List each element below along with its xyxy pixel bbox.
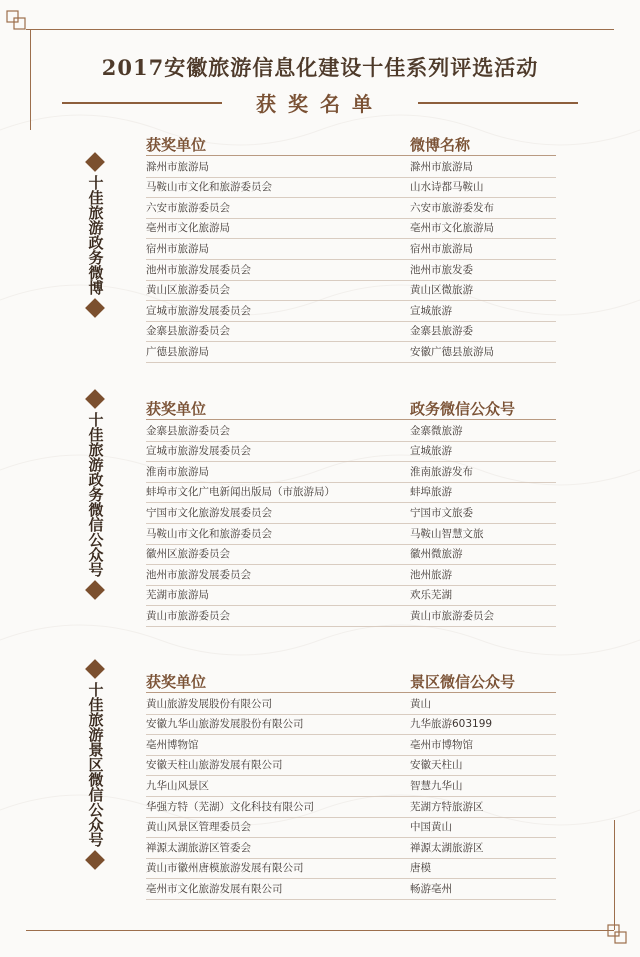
award-unit: 华强方特（芜湖）文化科技有限公司 [146, 800, 314, 813]
account-name: 芜湖方特旅游区 [410, 800, 484, 813]
section-side-label-1 [82, 155, 108, 315]
table-row [146, 218, 556, 240]
award-unit: 淮南市旅游局 [146, 465, 209, 478]
table-row [146, 321, 556, 343]
table-row [146, 817, 556, 839]
account-name: 黄山市旅游委员会 [410, 609, 494, 622]
award-unit: 亳州市文化旅游发展有限公司 [146, 882, 283, 895]
table-row [146, 280, 556, 302]
award-unit: 宣城市旅游发展委员会 [146, 304, 251, 317]
account-name: 宿州市旅游局 [410, 242, 473, 255]
award-unit: 宁国市文化旅游发展委员会 [146, 506, 272, 519]
award-unit: 滁州市旅游局 [146, 160, 209, 173]
account-name: 亳州市博物馆 [410, 738, 473, 751]
account-name: 九华旅游603199 [410, 718, 493, 731]
award-unit: 金寨县旅游委员会 [146, 424, 230, 437]
account-name: 亳州市文化旅游局 [410, 222, 494, 235]
column-header-unit: 获奖单位 [146, 400, 207, 418]
frame-bottom-line [26, 930, 614, 931]
table-row [146, 177, 556, 199]
account-name: 宣城旅游 [410, 304, 452, 317]
award-unit: 芜湖市旅游局 [146, 589, 209, 602]
diamond-icon [85, 659, 105, 679]
award-unit: 黄山区旅游委员会 [146, 284, 230, 297]
table-row [146, 238, 556, 260]
award-unit: 池州市旅游发展委员会 [146, 263, 251, 276]
table-row [146, 156, 556, 178]
account-name: 智慧九华山 [410, 779, 463, 792]
diamond-icon [85, 389, 105, 409]
table-row [146, 259, 556, 281]
table-row [146, 502, 556, 524]
award-unit: 池州市旅游发展委员会 [146, 568, 251, 581]
account-name: 宣城旅游 [410, 445, 452, 458]
award-unit: 金寨县旅游委员会 [146, 325, 230, 338]
table-row [146, 714, 556, 736]
award-unit: 宿州市旅游局 [146, 242, 209, 255]
award-unit: 马鞍山市文化和旅游委员会 [146, 181, 272, 194]
account-name: 唐模 [410, 862, 431, 875]
award-unit: 徽州区旅游委员会 [146, 548, 230, 561]
column-header-account: 政务微信公众号 [410, 400, 516, 418]
table-row [146, 300, 556, 322]
corner-ornament-bottom-right [607, 924, 633, 950]
award-unit: 六安市旅游委员会 [146, 201, 230, 214]
account-name: 欢乐芜湖 [410, 589, 452, 602]
account-name: 池州旅游 [410, 568, 452, 581]
account-name: 黄山 [410, 697, 431, 710]
table-row [146, 585, 556, 607]
section-side-label-3 [82, 662, 108, 867]
award-unit: 黄山旅游发展股份有限公司 [146, 697, 272, 710]
table-row [146, 441, 556, 463]
section-title: 十佳旅游景区微信公众号 [86, 682, 105, 847]
account-name: 禅源太湖旅游区 [410, 841, 484, 854]
corner-ornament-top-left [6, 10, 32, 36]
table-row [146, 605, 556, 627]
table-row [146, 837, 556, 859]
subtitle-line-right [418, 102, 578, 104]
column-header-unit: 获奖单位 [146, 136, 207, 154]
table-row [146, 878, 556, 900]
table-row [146, 420, 556, 442]
account-name: 滁州市旅游局 [410, 160, 473, 173]
table-row [146, 564, 556, 586]
table-row [146, 341, 556, 363]
frame-top-line [26, 29, 614, 30]
table-row [146, 755, 556, 777]
award-unit: 安徽九华山旅游发展股份有限公司 [146, 718, 304, 731]
section-side-label-2 [82, 392, 108, 597]
award-unit: 马鞍山市文化和旅游委员会 [146, 527, 272, 540]
diamond-icon [85, 850, 105, 870]
account-name: 金寨县旅游委 [410, 325, 473, 338]
account-name: 安徽广德县旅游局 [410, 345, 494, 358]
diamond-icon [85, 580, 105, 600]
account-name: 池州市旅发委 [410, 263, 473, 276]
diamond-icon [85, 152, 105, 172]
award-unit: 黄山市旅游委员会 [146, 609, 230, 622]
table-row [146, 796, 556, 818]
table-row [146, 523, 556, 545]
table-row [146, 693, 556, 715]
table-row [146, 858, 556, 880]
table-row [146, 775, 556, 797]
award-unit: 九华山风景区 [146, 779, 209, 792]
account-name: 淮南旅游发布 [410, 465, 473, 478]
column-header-account: 微博名称 [410, 136, 471, 154]
award-unit: 黄山风景区管理委员会 [146, 821, 251, 834]
page-title: 2017安徽旅游信息化建设十佳系列评选活动 [101, 55, 539, 80]
column-header-unit: 获奖单位 [146, 673, 207, 691]
section-title: 十佳旅游政务微博 [86, 175, 105, 295]
account-name: 安徽天柱山 [410, 759, 463, 772]
award-unit: 宣城市旅游发展委员会 [146, 445, 251, 458]
award-unit: 安徽天柱山旅游发展有限公司 [146, 759, 283, 772]
table-row [146, 482, 556, 504]
award-unit: 广德县旅游局 [146, 345, 209, 358]
account-name: 蚌埠旅游 [410, 486, 452, 499]
award-unit: 黄山市徽州唐模旅游发展有限公司 [146, 862, 304, 875]
account-name: 畅游亳州 [410, 882, 452, 895]
account-name: 金寨微旅游 [410, 424, 463, 437]
award-unit: 禅源太湖旅游区管委会 [146, 841, 251, 854]
award-unit: 蚌埠市文化广电新闻出版局（市旅游局） [146, 486, 335, 499]
table-row [146, 197, 556, 219]
table-row [146, 544, 556, 566]
section-title: 十佳旅游政务微信公众号 [86, 412, 105, 577]
award-unit: 亳州市文化旅游局 [146, 222, 230, 235]
table-row [146, 461, 556, 483]
table-row [146, 734, 556, 756]
account-name: 徽州微旅游 [410, 548, 463, 561]
account-name: 宁国市文旅委 [410, 506, 473, 519]
account-name: 中国黄山 [410, 821, 452, 834]
account-name: 六安市旅游委发布 [410, 201, 494, 214]
account-name: 马鞍山智慧文旅 [410, 527, 484, 540]
account-name: 黄山区微旅游 [410, 284, 473, 297]
award-unit: 亳州博物馆 [146, 738, 199, 751]
column-header-account: 景区微信公众号 [410, 673, 516, 691]
diamond-icon [85, 298, 105, 318]
page-subtitle: 获奖名单 [256, 92, 384, 116]
frame-right-line [614, 820, 615, 930]
account-name: 山水诗都马鞍山 [410, 181, 484, 194]
